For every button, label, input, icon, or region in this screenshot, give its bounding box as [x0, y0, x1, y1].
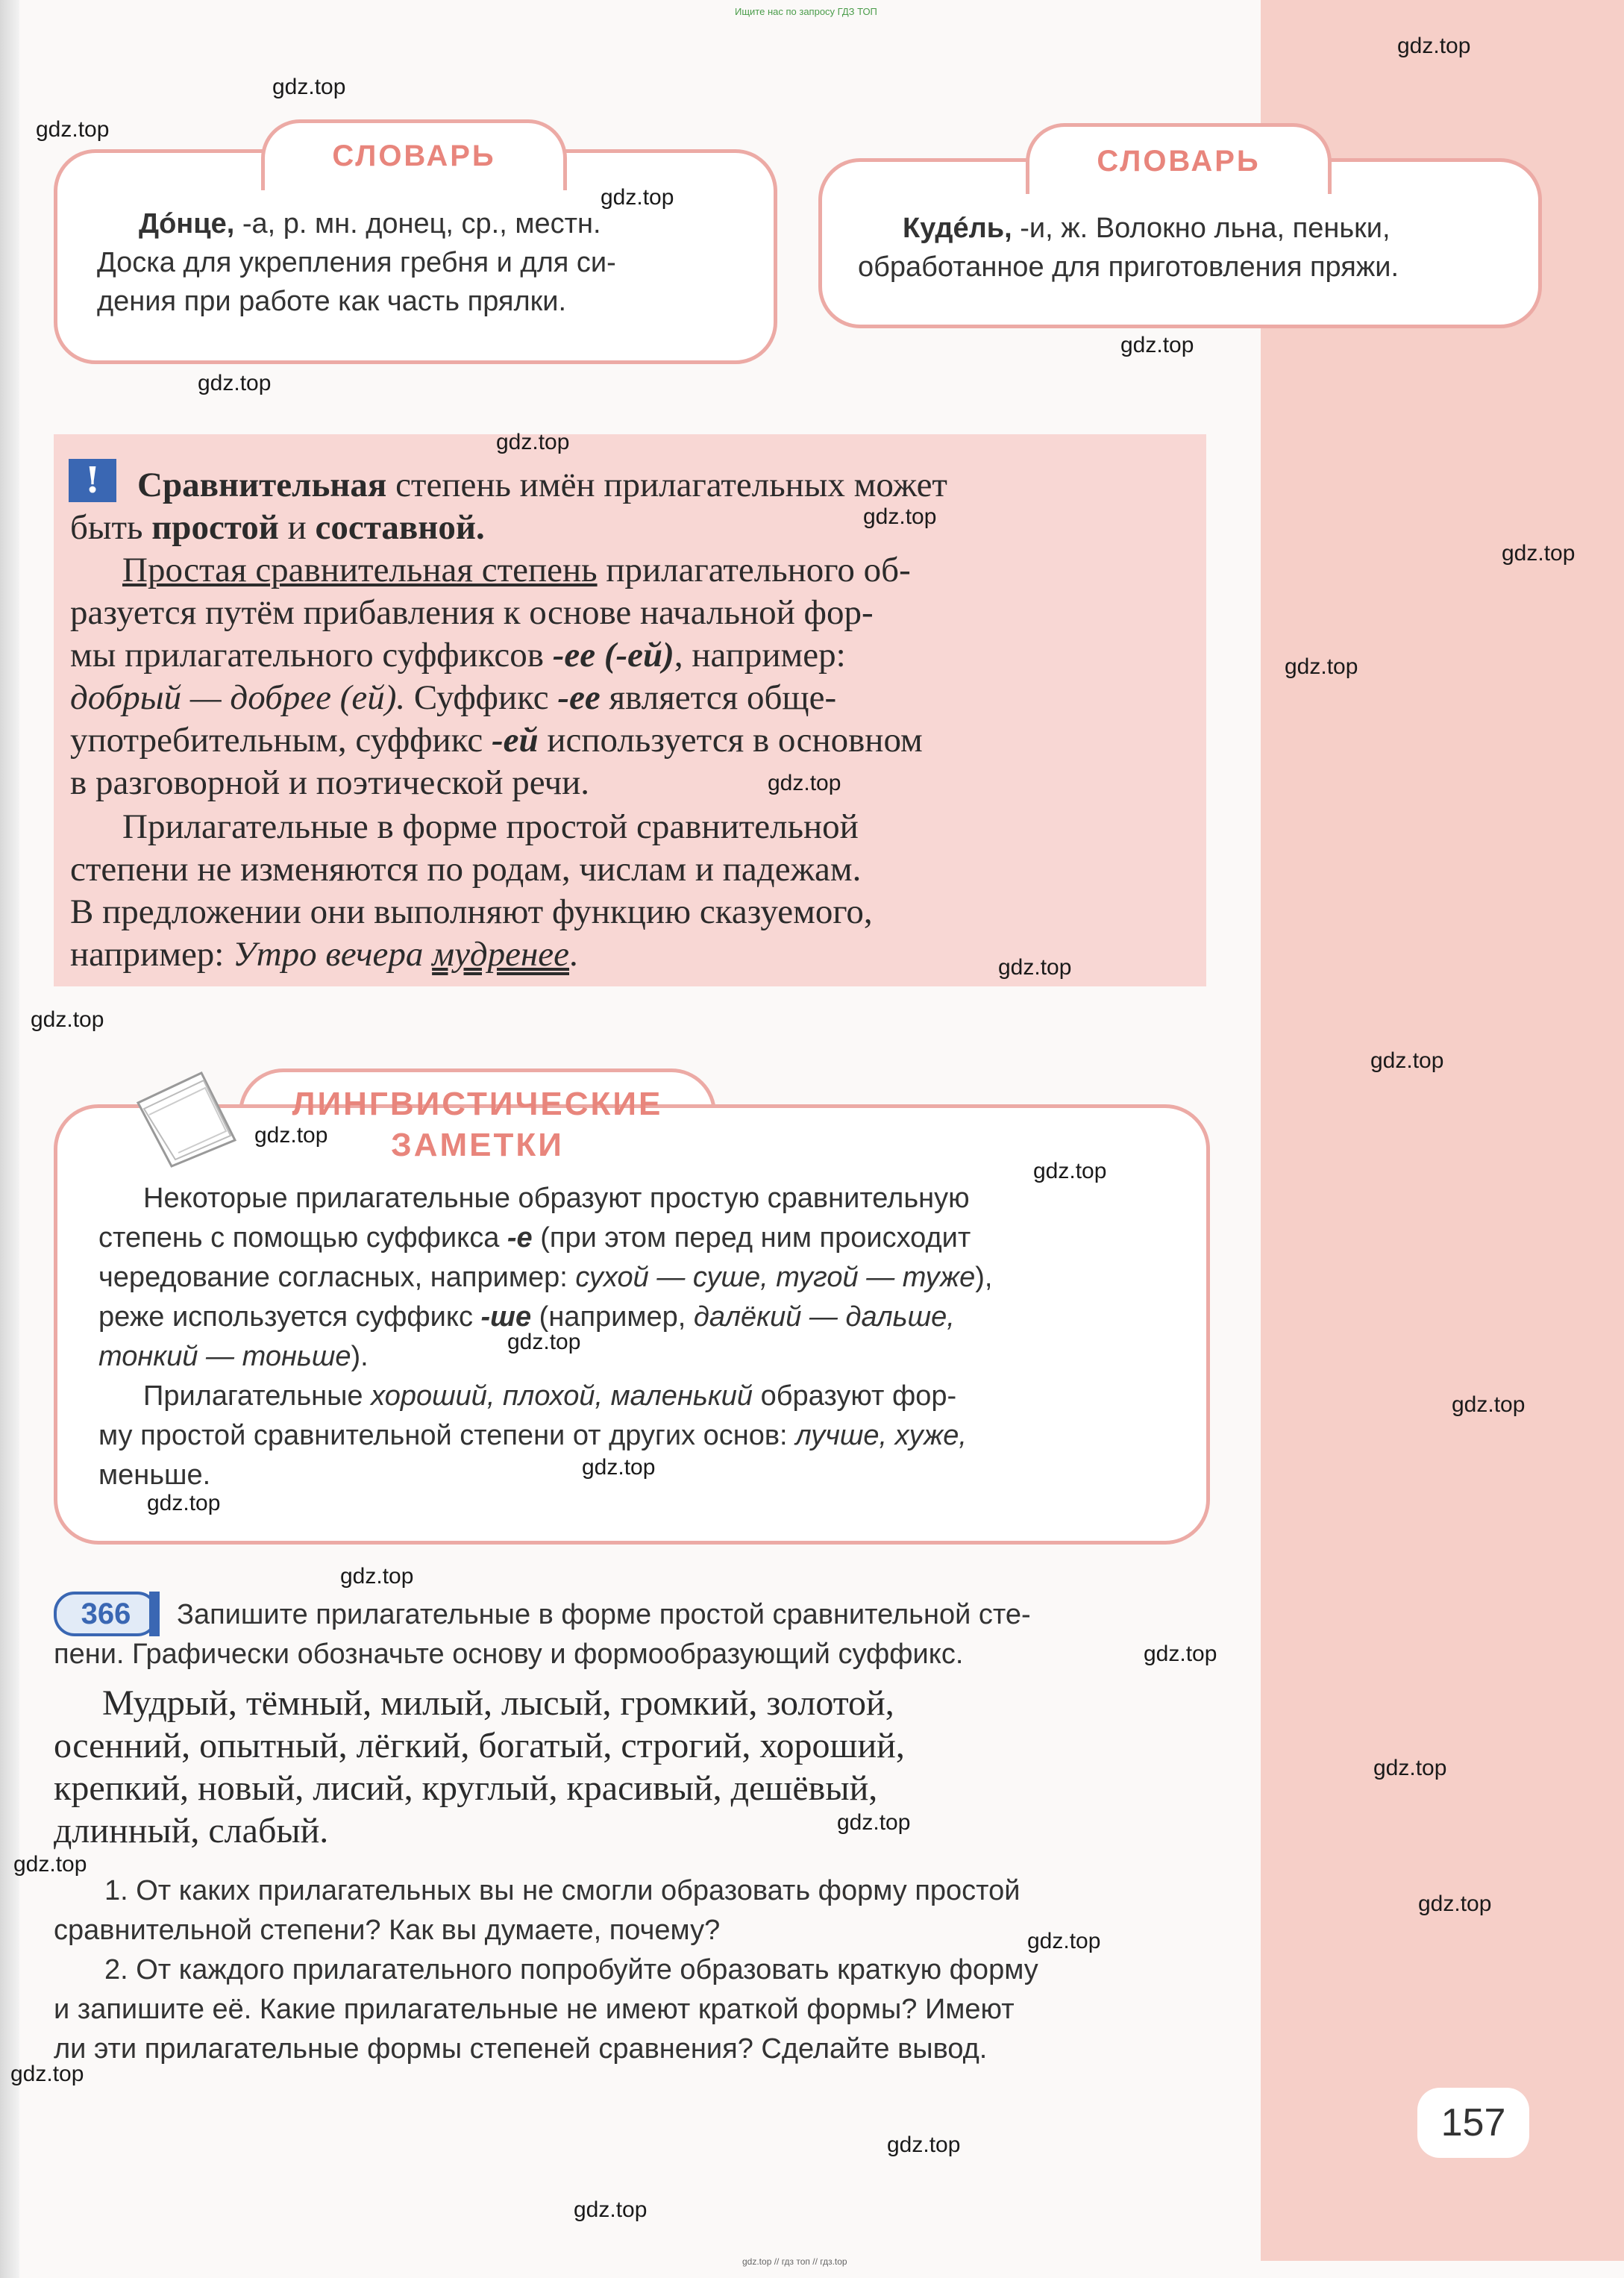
- question-1-line-2: сравнительной степени? Как вы думаете, почему?: [54, 1915, 721, 1946]
- rule-line-4: разуется путём прибавления к основе начальной фор-: [70, 593, 874, 632]
- exercise-task-line-2: пени. Графически обозначьте основу и формообразующий суффикс.: [54, 1639, 964, 1670]
- question-2-line-1: 2. От каждого прилагательного попробуйте образовать краткую форму: [104, 1954, 1038, 1986]
- exercise-number-badge: 366: [54, 1592, 158, 1636]
- ling-line-4: реже используется суффикс -ше (например, далёкий — дальше,: [98, 1301, 955, 1333]
- dictionary-right-title: СЛОВАРЬ: [1097, 145, 1261, 178]
- watermark: gdz.top: [1452, 1392, 1526, 1417]
- watermark: gdz.top: [198, 371, 272, 395]
- rule-line-2: быть простой и составной.: [70, 508, 485, 547]
- watermark: gdz.top: [1373, 1756, 1447, 1780]
- watermark: gdz.top: [1397, 34, 1471, 58]
- watermark: gdz.top: [1027, 1929, 1101, 1953]
- rule-line-9: Прилагательные в форме простой сравнительной: [122, 807, 859, 846]
- watermark: gdz.top: [272, 75, 346, 99]
- dictionary-left-text: Дóнце, -а, р. мн. донец, ср., местн. Доска для укрепления гребня и для си- дения при работе как часть прялки.: [97, 208, 616, 317]
- dictionary-right-text: Кудéль, -и, ж. Волокно льна, пеньки, обработанное для приготовления пряжи.: [858, 213, 1399, 283]
- rule-line-6: добрый — добрее (ей). Суффикс -ее является обще-: [70, 678, 837, 717]
- watermark: gdz.top: [340, 1564, 414, 1589]
- dictionary-right-headword: Кудéль,: [903, 213, 1012, 244]
- ling-line-5: тонкий — тоньше).: [98, 1341, 369, 1372]
- margin-sidebar: [1261, 0, 1624, 2261]
- exercise-words-line-2: осенний, опытный, лёгкий, богатый, строгий, хороший,: [54, 1726, 905, 1765]
- rule-line-1: Сравнительная степень имён прилагательных может: [137, 466, 947, 504]
- watermark: gdz.top: [147, 1491, 221, 1515]
- watermark: gdz.top: [1144, 1642, 1217, 1666]
- watermark: gdz.top: [863, 504, 937, 529]
- watermark: gdz.top: [36, 117, 110, 142]
- ling-line-2: степень с помощью суффикса -е (при этом перед ним происходит: [98, 1222, 971, 1254]
- watermark: gdz.top: [507, 1330, 581, 1354]
- watermark: gdz.top: [1120, 333, 1194, 357]
- ling-line-3: чередование согласных, например: сухой — суше, тугой — туже),: [98, 1262, 993, 1293]
- ling-line-1: Некоторые прилагательные образуют простую сравнительную: [143, 1183, 970, 1214]
- rule-line-8: в разговорной и поэтической речи.: [70, 763, 590, 802]
- rule-line-12: например: Утро вечера мудренее.: [70, 935, 578, 974]
- header-note: Ищите нас по запросу ГДЗ ТОП: [735, 6, 877, 17]
- rule-line-3: Простая сравнительная степень прилагательного об-: [122, 551, 911, 589]
- dictionary-left-headword: Дóнце,: [139, 208, 235, 240]
- question-2-line-3: ли эти прилагательные формы степеней сравнения? Сделайте вывод.: [54, 2033, 988, 2065]
- exercise-words-line-4: длинный, слабый.: [54, 1811, 329, 1850]
- ling-line-8: меньше.: [98, 1459, 211, 1491]
- watermark: gdz.top: [998, 955, 1072, 980]
- dictionary-right-tab: [1026, 123, 1332, 194]
- watermark: gdz.top: [574, 2197, 648, 2222]
- watermark: gdz.top: [887, 2133, 961, 2157]
- exercise-task-line-1: Запишите прилагательные в форме простой сравнительной сте-: [177, 1599, 1031, 1630]
- ling-notes-title-1: ЛИНГВИСТИЧЕСКИЕ: [292, 1086, 663, 1122]
- watermark: gdz.top: [10, 2062, 84, 2086]
- ling-notes-title-2: ЗАМЕТКИ: [391, 1127, 564, 1163]
- ling-line-7: му простой сравнительной степени от других основ: лучше, хуже,: [98, 1420, 967, 1451]
- exercise-words-line-1: Мудрый, тёмный, милый, лысый, громкий, золотой,: [102, 1683, 894, 1723]
- page-number: 157: [1417, 2088, 1529, 2158]
- page-edge-shadow: [0, 0, 19, 2278]
- watermark: gdz.top: [1418, 1891, 1492, 1916]
- dictionary-left-title: СЛОВАРЬ: [332, 140, 496, 172]
- exercise-words-line-3: крепкий, новый, лисий, круглый, красивый, дешёвый,: [54, 1768, 878, 1808]
- watermark: gdz.top: [601, 185, 674, 210]
- watermark: gdz.top: [582, 1455, 656, 1480]
- watermark: gdz.top: [1370, 1048, 1444, 1073]
- watermark: gdz.top: [254, 1123, 328, 1148]
- exclamation-icon: !: [69, 459, 116, 502]
- ling-line-6: Прилагательные хороший, плохой, маленький образуют фор-: [143, 1380, 957, 1412]
- watermark: gdz.top: [1502, 541, 1576, 566]
- footer-note: gdz.top // гдз топ // гдз.top: [742, 2256, 847, 2267]
- question-1-line-1: 1. От каких прилагательных вы не смогли образовать форму простой: [104, 1875, 1021, 1906]
- rule-line-7: употребительным, суффикс -ей используется в основном: [70, 721, 923, 760]
- dictionary-left-tab: [261, 119, 567, 190]
- watermark: gdz.top: [496, 430, 570, 454]
- notes-paper-icon: [131, 1058, 242, 1170]
- watermark: gdz.top: [1033, 1159, 1107, 1183]
- rule-line-11: В предложении они выполняют функцию сказуемого,: [70, 892, 873, 931]
- watermark: gdz.top: [768, 771, 841, 795]
- question-2-line-2: и запишите её. Какие прилагательные не имеют краткой формы? Имеют: [54, 1994, 1015, 2025]
- watermark: gdz.top: [1285, 654, 1358, 679]
- watermark: gdz.top: [837, 1810, 911, 1835]
- watermark: gdz.top: [31, 1007, 104, 1032]
- rule-line-5: мы прилагательного суффиксов -ее (-ей), например:: [70, 636, 846, 675]
- rule-line-10: степени не изменяются по родам, числам и падежам.: [70, 850, 862, 889]
- watermark: gdz.top: [13, 1852, 87, 1877]
